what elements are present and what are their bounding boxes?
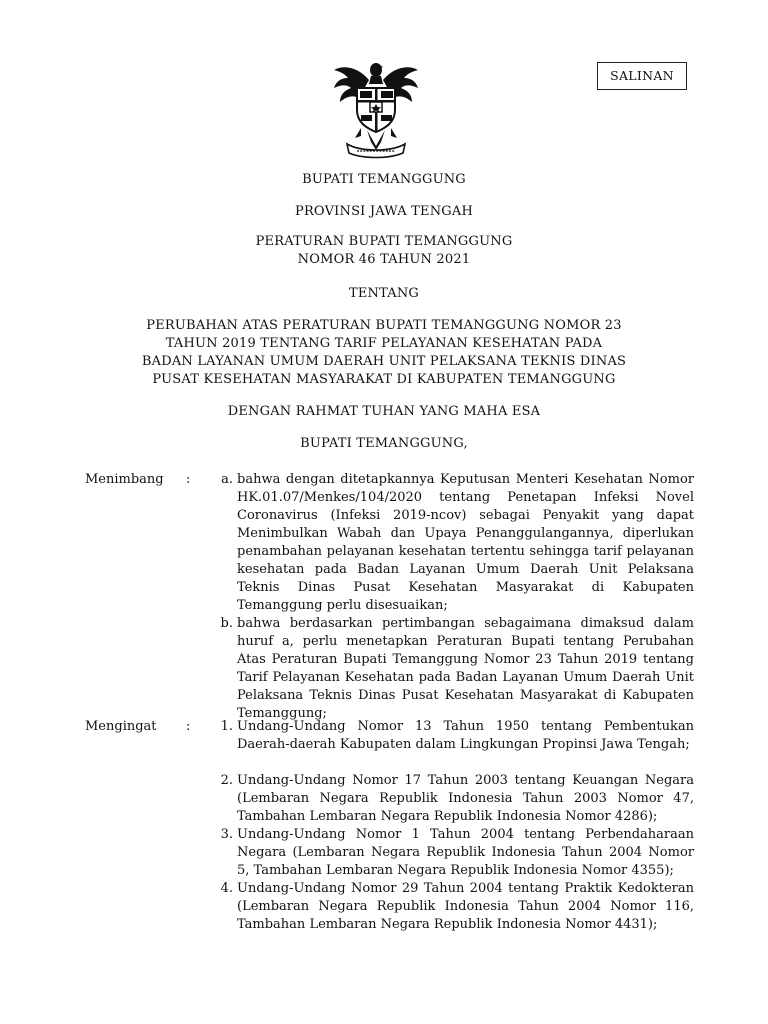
mengingat-label: Mengingat	[85, 719, 157, 734]
regent-title: BUPATI TEMANGGUNG	[302, 172, 466, 187]
mengingat-item	[220, 718, 694, 754]
mengingat-item	[220, 772, 694, 826]
salinan-stamp: SALINAN	[597, 62, 687, 90]
subject-line: BADAN LAYANAN UMUM DAERAH UNIT PELAKSANA TEKNIS DINAS	[141, 354, 627, 369]
item-text: bahwa dengan ditetapkannya Keputusan Menteri Kesehatan Nomor HK.01.07/Menkes/104/2020 tentang Penetapan Infeksi Novel Coronavirus (Infeksi 2019-ncov) sebagai Penyakit yang dapat Menimbulkan Wabah dan Upaya Penanggulangannya, diperlukan penambahan pelayanan kesehatan tertentu sehingga tarif pelayanan kesehatan pada Badan Layanan Umum Daerah Unit Pelaksana Teknis Dinas Pusat Kesehatan Masyarakat di Kabupaten Temanggung perlu disesuaikan;	[237, 472, 694, 613]
mengingat-colon: :	[186, 719, 191, 734]
item-marker: 1.	[220, 719, 233, 734]
blessing-line: DENGAN RAHMAT TUHAN YANG MAHA ESA	[227, 404, 541, 419]
item-text: Undang-Undang Nomor 1 Tahun 2004 tentang Perbendaharaan Negara (Lembaran Negara Republik Indonesia Tahun 2004 Nomor 5, Tambahan Lembaran Negara Republik Indonesia Nomor 4355);	[237, 827, 694, 878]
regent-signature-heading: BUPATI TEMANGGUNG,	[300, 436, 468, 451]
subject-line: PERUBAHAN ATAS PERATURAN BUPATI TEMANGGUNG NOMOR 23	[146, 318, 622, 333]
regulation-title: PERATURAN BUPATI TEMANGGUNG	[255, 234, 513, 249]
menimbang-item	[220, 615, 694, 723]
menimbang-label: Menimbang	[85, 472, 164, 487]
item-text: Undang-Undang Nomor 17 Tahun 2003 tentang Keuangan Negara (Lembaran Negara Republik Indonesia Tahun 2003 Nomor 47, Tambahan Lembaran Negara Republik Indonesia Nomor 4286);	[237, 773, 694, 824]
item-marker: 2.	[220, 773, 233, 788]
menimbang-colon: :	[186, 472, 191, 487]
item-text: bahwa berdasarkan pertimbangan sebagaimana dimaksud dalam huruf a, perlu menetapkan Peraturan Bupati tentang Perubahan Atas Peraturan Bupati Temanggung Nomor 23 Tahun 2019 tentang Tarif Pelayanan Kesehatan pada Badan Layanan Umum Daerah Unit Pelaksana Teknis Dinas Pusat Kesehatan Masyarakat di Kabupaten Temanggung;	[237, 616, 694, 721]
mengingat-item	[220, 826, 694, 880]
regulation-number: NOMOR 46 TAHUN 2021	[297, 252, 471, 267]
item-text: Undang-Undang Nomor 29 Tahun 2004 tentang Praktik Kedokteran (Lembaran Negara Republik Indonesia Tahun 2004 Nomor 116, Tambahan Lembaran Negara Republik Indonesia Nomor 4431);	[237, 881, 694, 932]
subject-line: TAHUN 2019 TENTANG TARIF PELAYANAN KESEHATAN PADA	[165, 336, 603, 351]
menimbang-item	[221, 471, 694, 615]
mengingat-item	[220, 880, 694, 934]
item-marker: b.	[220, 616, 233, 631]
item-marker: 4.	[220, 881, 233, 896]
item-marker: a.	[221, 472, 233, 487]
item-text: Undang-Undang Nomor 13 Tahun 1950 tentang Pembentukan Daerah-daerah Kabupaten dalam Lingkungan Propinsi Jawa Tengah;	[237, 719, 694, 752]
tentang-heading: TENTANG	[348, 286, 420, 301]
garuda-emblem-icon	[331, 58, 421, 160]
item-marker: 3.	[220, 827, 233, 842]
subject-line: PUSAT KESEHATAN MASYARAKAT DI KABUPATEN TEMANGGUNG	[152, 372, 616, 387]
province-title: PROVINSI JAWA TENGAH	[295, 204, 473, 219]
